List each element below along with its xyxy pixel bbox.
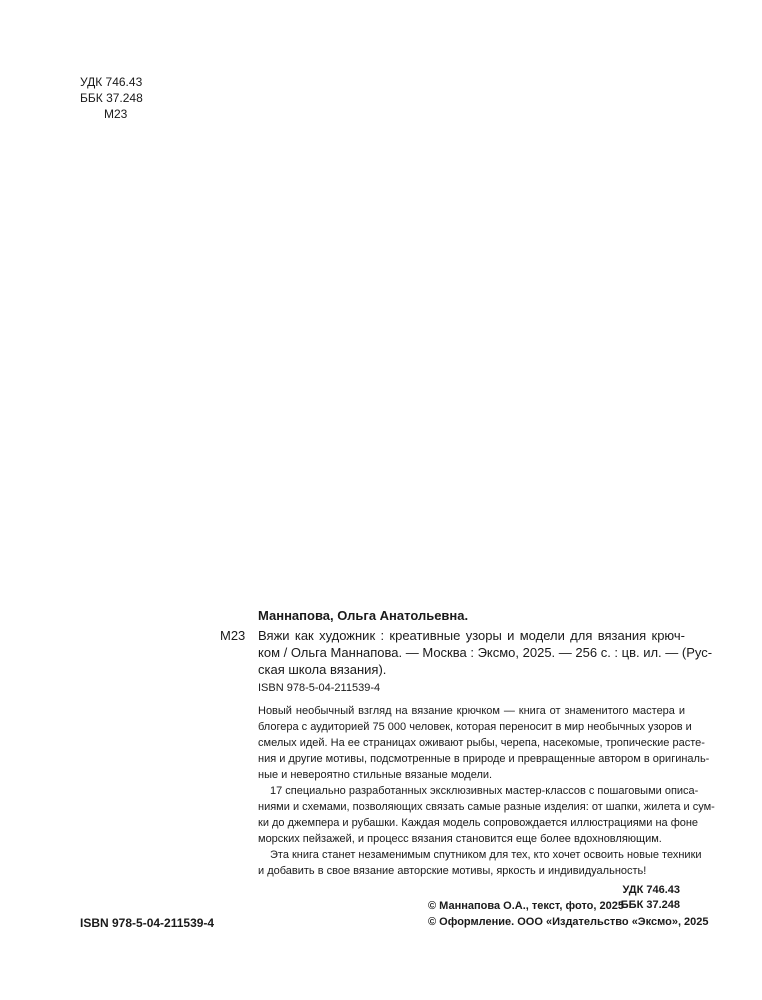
record-isbn: ISBN 978-5-04-211539-4 xyxy=(258,682,381,694)
record-bbk: ББК 37.248 xyxy=(620,899,680,911)
annotation-line: блогера с аудиторией 75 000 человек, которая переносит в мир необычных узоров и xyxy=(258,721,692,733)
record-author: Маннапова, Ольга Анатольевна. xyxy=(258,608,469,623)
annotation-line: ниями и схемами, позволяющих связать самые разные изделия: от шапки, жилета и сум- xyxy=(258,801,715,813)
record-title-line: ком / Ольга Маннапова. — Москва : Эксмо, 2025. — 256 с. : цв. ил. — (Рус- xyxy=(258,645,713,660)
classification-top xyxy=(80,74,143,122)
copyright-design: © Оформление. ООО «Издательство «Эксмо», 2025 xyxy=(428,916,709,928)
record-title-line: ская школа вязания). xyxy=(258,662,387,677)
record-udk: УДК 746.43 xyxy=(622,884,680,896)
annotation-line: 17 специально разработанных эксклюзивных мастер-классов с пошаговыми описа- xyxy=(270,785,699,797)
copyright-text: © Маннапова О.А., текст, фото, 2025 xyxy=(428,900,624,912)
annotation-line: ки до джемпера и рубашки. Каждая модель сопровождается иллюстрациями на фоне xyxy=(258,817,699,829)
footer-isbn: ISBN 978-5-04-211539-4 xyxy=(80,916,215,930)
annotation-line: Новый необычный взгляд на вязание крючком — книга от знаменитого мастера и xyxy=(258,705,685,717)
author-mark: М23 xyxy=(104,107,128,121)
annotation-line: ния и другие мотивы, подсмотренные в природе и превращенные автором в оригиналь- xyxy=(258,753,710,765)
annotation-line: морских пейзажей, и процесс вязания становится еще более вдохновляющим. xyxy=(258,833,662,845)
annotation-line: ные и невероятно стильные вязаные модели. xyxy=(258,769,493,781)
annotation-line: смелых идей. На ее страницах оживают рыбы, черепа, насекомые, тропические расте- xyxy=(258,737,705,749)
annotation-line: и добавить в свое вязание авторские мотивы, яркость и индивидуальность! xyxy=(258,865,647,877)
record-author-mark: М23 xyxy=(220,628,246,643)
record-title-line: Вяжи как художник : креативные узоры и модели для вязания крюч- xyxy=(258,628,685,643)
annotation-line: Эта книга станет незаменимым спутником для тех, кто хочет освоить новые техники xyxy=(270,849,702,861)
bbk-code: ББК 37.248 xyxy=(80,91,143,105)
udk-code: УДК 746.43 xyxy=(80,75,143,89)
